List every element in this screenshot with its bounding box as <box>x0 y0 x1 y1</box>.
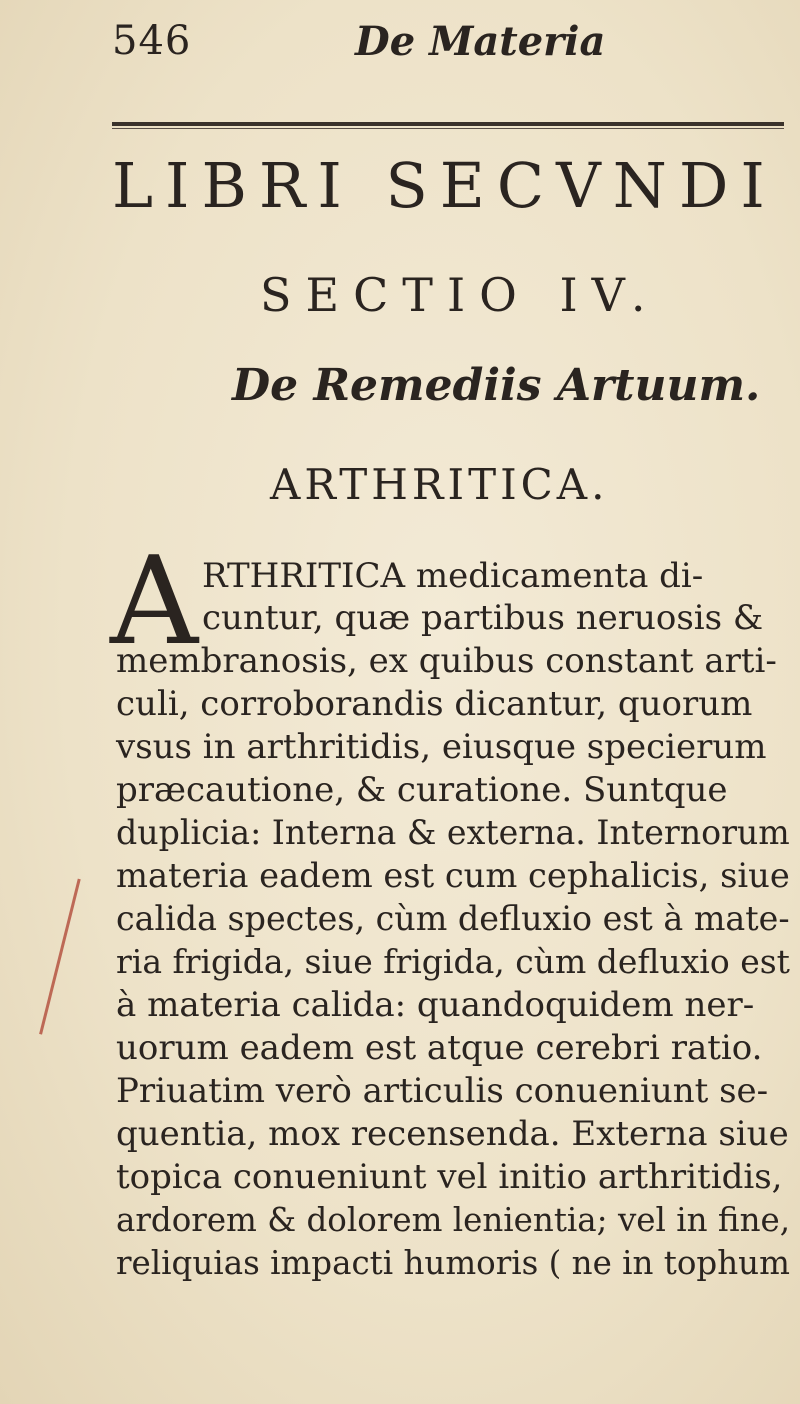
body-line: quentia, mox recensenda. Externa siue <box>116 1114 789 1154</box>
page-header <box>0 18 800 78</box>
body-line: duplicia: Interna & externa. Internorum <box>116 813 790 852</box>
body-line: RTHRITICA medicamenta di- <box>202 556 704 596</box>
drop-cap: A <box>110 530 199 672</box>
page-number: 546 <box>112 18 192 64</box>
topic-heading: ARTHRITICA. <box>270 460 609 509</box>
body-line: reliquias impacti humoris ( ne in tophum <box>116 1244 790 1282</box>
body-line: culi, corroborandis dicantur, quorum <box>116 684 753 724</box>
header-rule <box>112 122 784 126</box>
body-line: vsus in arthritidis, eiusque specierum <box>116 727 767 767</box>
body-line: cuntur, quæ partibus neruosis & <box>202 598 764 638</box>
body-line: topica conueniunt vel initio arthritidis, <box>116 1157 783 1197</box>
body-line: ardorem & dolorem lenientia; vel in fine, <box>116 1201 791 1239</box>
section-heading: SECTIO IV. <box>260 268 660 322</box>
running-head: De Materia <box>355 18 606 65</box>
body-line: à materia calida: quandoquidem ner- <box>116 985 755 1025</box>
header-rule-thin <box>112 128 784 129</box>
body-line: materia eadem est cum cephalicis, siue <box>116 856 790 895</box>
chapter-heading: De Remediis Artuum. <box>232 360 761 411</box>
body-line: membranosis, ex quibus constant arti- <box>116 641 777 681</box>
body-line: uorum eadem est atque cerebri ratio. <box>116 1028 763 1068</box>
book-heading: LIBRI SECVNDI <box>112 150 777 222</box>
margin-ink-mark <box>39 879 108 1042</box>
body-line: ria frigida, siue frigida, cùm defluxio est <box>116 942 790 981</box>
body-line: calida spectes, cùm defluxio est à mate- <box>116 899 790 938</box>
body-line: Priuatim verò articulis conueniunt se- <box>116 1071 769 1111</box>
body-line: præcautione, & curatione. Suntque <box>116 770 728 810</box>
